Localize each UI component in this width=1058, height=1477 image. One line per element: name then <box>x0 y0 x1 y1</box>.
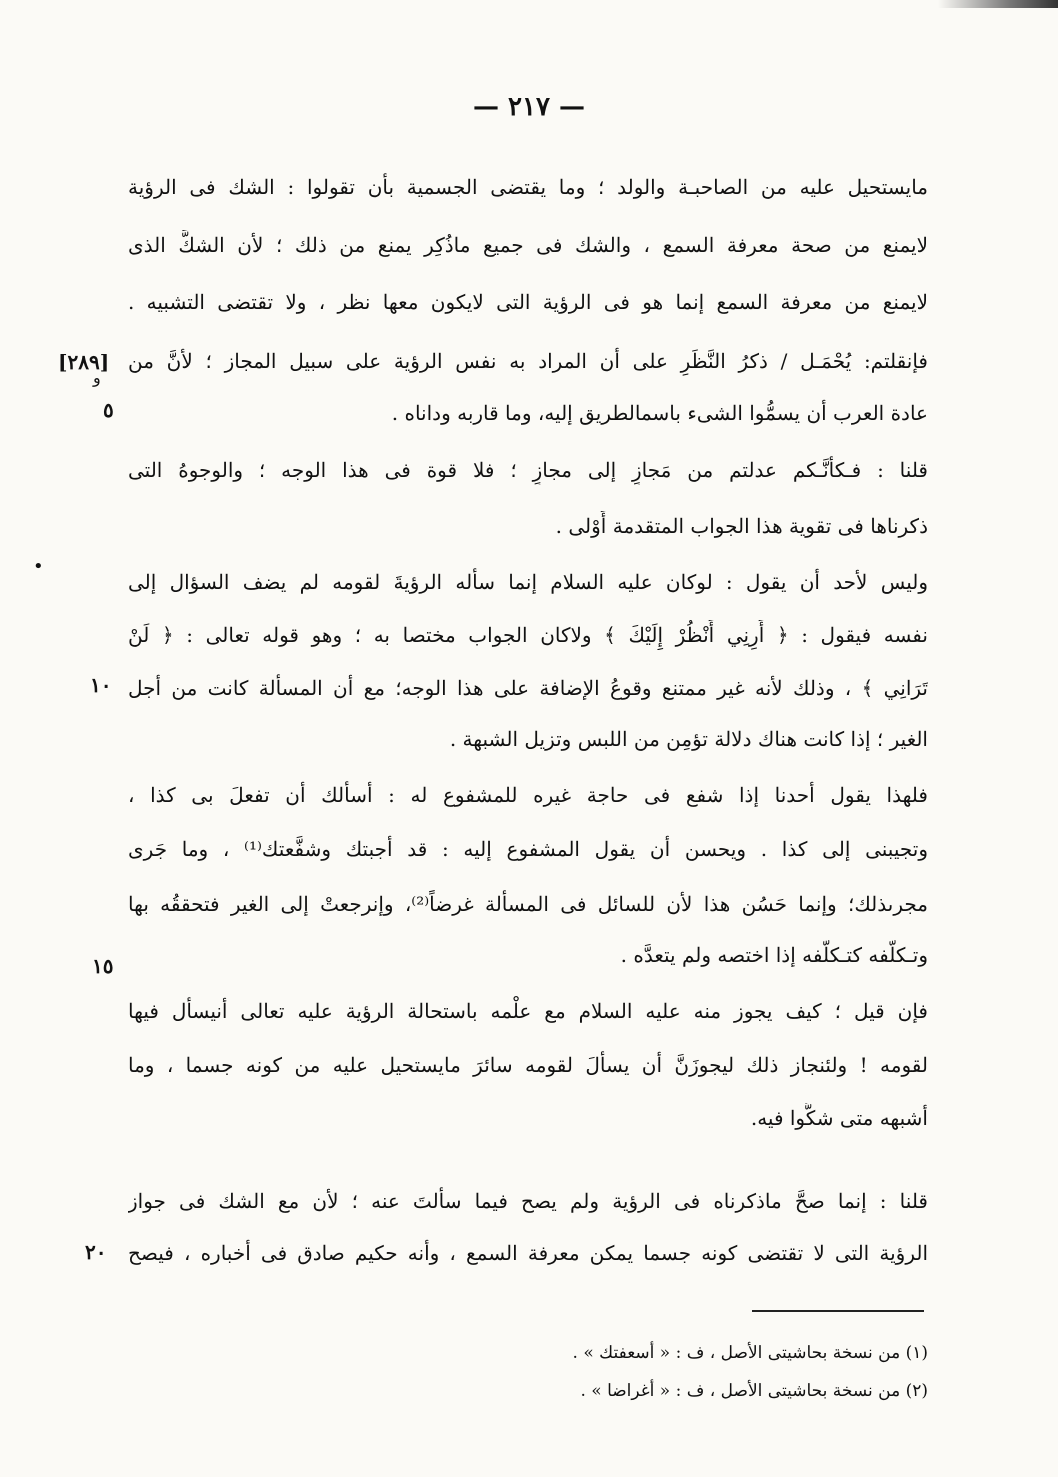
scan-edge-mark <box>938 0 1058 8</box>
margin-line-number-5: ٥ <box>103 398 114 422</box>
text-line-1: مايستحيل عليه من الصاحبـة والولد ؛ وما يقتضى الجسمية بأن تقولوا : الشك فى الرؤية <box>128 175 928 199</box>
text-line-20: الرؤية التى لا تقتضى كونه جسما يمكن معرفة السمع ، وأنه حكيم صادق فى أخباره ، فيصح <box>128 1241 928 1265</box>
manuscript-folio-reference: [٢٨٩] <box>58 350 110 374</box>
page-number: — ٢١٧ — <box>472 92 586 122</box>
text-line-19: قلنا : إنما صحَّ ماذكرناه فى الرؤية ولم يصح فيما سألتَ عنه ؛ لأن مع الشك فى جواز <box>128 1189 928 1213</box>
text-line-12: فلهذا يقول أحدنا إذا شفع فى حاجة غيره للمشفوع له : أسألك أن تفعلَ بى كذا ، <box>128 783 928 807</box>
margin-line-number-10: ١٠ <box>90 673 112 697</box>
margin-dot: • <box>33 556 44 577</box>
footnote-2: (٢) من نسخة بحاشيتى الأصل ، ف : « أغراضا » . <box>580 1381 928 1401</box>
text-line-5: عادة العرب أن يسمُّوا الشىء باسمالطريق إليه، وما قاربه وداناه . <box>391 401 928 425</box>
text-line-6: قلنا : فـكأنَّـكم عدلتم من مَجازٍ إلى مجازٍ ؛ فلا قوة فى هذا الوجه ؛ والوجوهُ التى <box>128 458 928 482</box>
footnote-1: (١) من نسخة بحاشيتى الأصل ، ف : « أسعفتك » . <box>572 1343 928 1363</box>
text-line-13: وتجيبنى إلى كذا . ويحسن أن يقول المشفوع إليه : قد أجبتك وشفَّعتك⁽¹⁾ ، وما جَرى <box>128 837 928 861</box>
text-line-18: أشبهه متى شكُّوا فيه. <box>750 1106 928 1130</box>
text-line-3: لايمنع من معرفة السمع إنما هو فى الرؤية التى لايكون معها نظر ، ولا تقتضى التشبيه . <box>128 290 928 314</box>
text-line-10: تَرَانِي ﴾ ، وذلك لأنه غير ممتنع وقوعُ الإضافة على هذا الوجه؛ مع أن المسألة كانت من أجل <box>128 676 928 700</box>
text-line-16: فإن قيل ؛ كيف يجوز منه عليه السلام مع علْمه باستحالة الرؤية عليه تعالى أنيسأل فيها <box>128 999 928 1023</box>
text-line-9: نفسه فيقول : ﴿ أَرِنِي أَنْظُرْ إِلَيْكَ ﴾ ولاكان الجواب مختصا به ؛ وهو قوله تعالى : ﴿ لَنْ <box>128 623 928 647</box>
footnote-divider <box>752 1310 924 1312</box>
margin-line-number-20: ٢٠ <box>85 1240 107 1264</box>
manuscript-folio-side: و <box>93 368 101 387</box>
text-line-15: وتـكلُّفه كتـكلُّفه إذا اختصه ولم يتعدَّه . <box>620 943 928 967</box>
text-line-2: لايمنع من صحة معرفة السمع ، والشك فى جميع ماذُكِر يمنع من ذلك ؛ لأن الشكَّ الذى <box>128 233 928 257</box>
text-line-8: وليس لأحد أن يقول : لوكان عليه السلام إنما سأله الرؤيةَ لقومه لم يضف السؤال إلى <box>128 570 928 594</box>
text-line-17: لقومه ! ولئنجاز ذلك ليجوزَنَّ أن يسألَ لقومه سائرَ مايستحيل عليه من كونه جسما ، وما <box>128 1053 928 1077</box>
text-line-14: مجرىذلك؛ وإنما حَسُن هذا لأن للسائل فى المسألة غرضاً⁽²⁾، وإنرجعتْ إلى الغير فتحققُه بها <box>128 892 928 916</box>
margin-line-number-15: ١٥ <box>92 954 114 978</box>
text-line-7: ذكرناها فى تقوية هذا الجواب المتقدمة أَوْلى . <box>555 514 928 538</box>
text-line-4: فإنقلتم: يُحْمَـل / ذكرُ النَّظَرِ على أن المراد به نفس الرؤية على سبيل المجاز ؛ لأنَّ من <box>128 349 928 373</box>
text-line-11: الغير ؛ إذا كانت هناك دلالة تؤمِن من اللبس وتزيل الشبهة . <box>449 727 928 751</box>
